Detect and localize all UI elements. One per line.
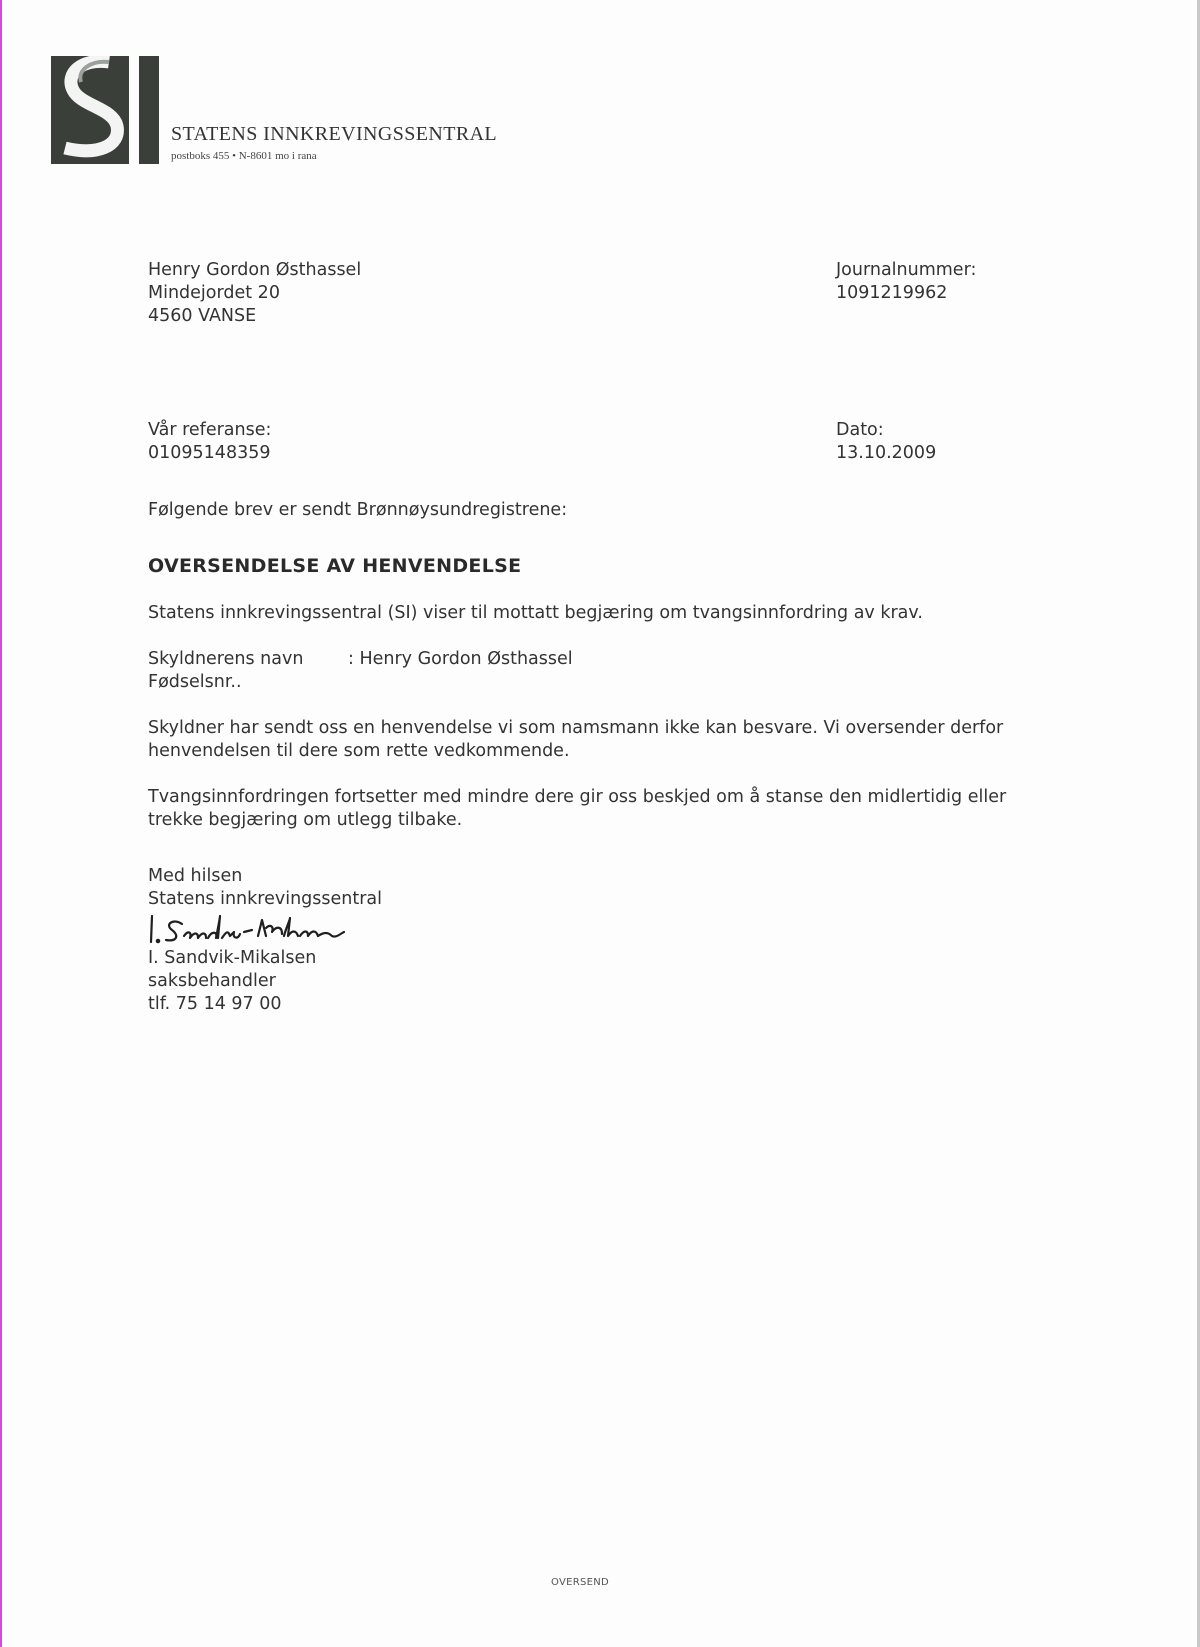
closing-org: Statens innkrevingssentral [148, 889, 383, 909]
paragraph-2-line-2: henvendelsen til dere som rette vedkommende. [148, 741, 570, 761]
paragraph-2 [148, 717, 1003, 763]
paragraph-3 [148, 786, 1006, 832]
date-label: Dato: [836, 420, 884, 440]
letter-date [836, 419, 936, 465]
reference-value: 01095148359 [148, 443, 271, 463]
debtor-info [148, 648, 573, 694]
letter-heading: OVERSENDELSE AV HENVENDELSE [148, 555, 522, 577]
org-name: STATENS INNKREVINGSSENTRAL [171, 123, 498, 145]
recipient-postal: 4560 VANSE [148, 306, 257, 326]
journal-number [836, 259, 976, 305]
debtor-name-label: Skyldnerens navn [148, 649, 304, 669]
reference-label: Vår referanse: [148, 420, 272, 440]
paragraph-2-line-1: Skyldner har sendt oss en henvendelse vi som namsmann ikke kan besvare. Vi oversender derfor [148, 718, 1004, 738]
recipient-address [148, 259, 361, 328]
org-address: postboks 455 • N-8601 mo i rana [171, 150, 317, 162]
recipient-street: Mindejordet 20 [148, 283, 280, 303]
debtor-id-label: Fødselsnr.. [148, 672, 242, 692]
signer-name: I. Sandvik-Mikalsen [148, 948, 317, 968]
paragraph-3-line-1: Tvangsinnfordringen fortsetter med mindre dere gir oss beskjed om å stanse den midlertidig eller [148, 787, 1007, 807]
debtor-name-value: : Henry Gordon Østhassel [348, 649, 573, 669]
closing-greeting: Med hilsen [148, 866, 243, 886]
scan-edge-left [0, 0, 2, 1647]
signer-block [148, 947, 316, 1016]
journal-label: Journalnummer: [836, 260, 977, 280]
footer-code: OVERSEND [551, 1577, 610, 1588]
journal-value: 1091219962 [836, 283, 948, 303]
signer-phone: tlf. 75 14 97 00 [148, 994, 282, 1014]
recipient-name: Henry Gordon Østhassel [148, 260, 362, 280]
handwritten-signature [148, 910, 348, 948]
paragraph-3-line-2: trekke begjæring om utlegg tilbake. [148, 810, 463, 830]
closing [148, 865, 382, 911]
intro-text: Følgende brev er sendt Brønnøysundregistrene: [148, 500, 568, 520]
our-reference [148, 419, 271, 465]
signer-title: saksbehandler [148, 971, 276, 991]
paragraph-1: Statens innkrevingssentral (SI) viser til mottatt begjæring om tvangsinnfordring av krav. [148, 603, 923, 623]
si-logo-icon [51, 56, 159, 164]
date-value: 13.10.2009 [836, 443, 937, 463]
